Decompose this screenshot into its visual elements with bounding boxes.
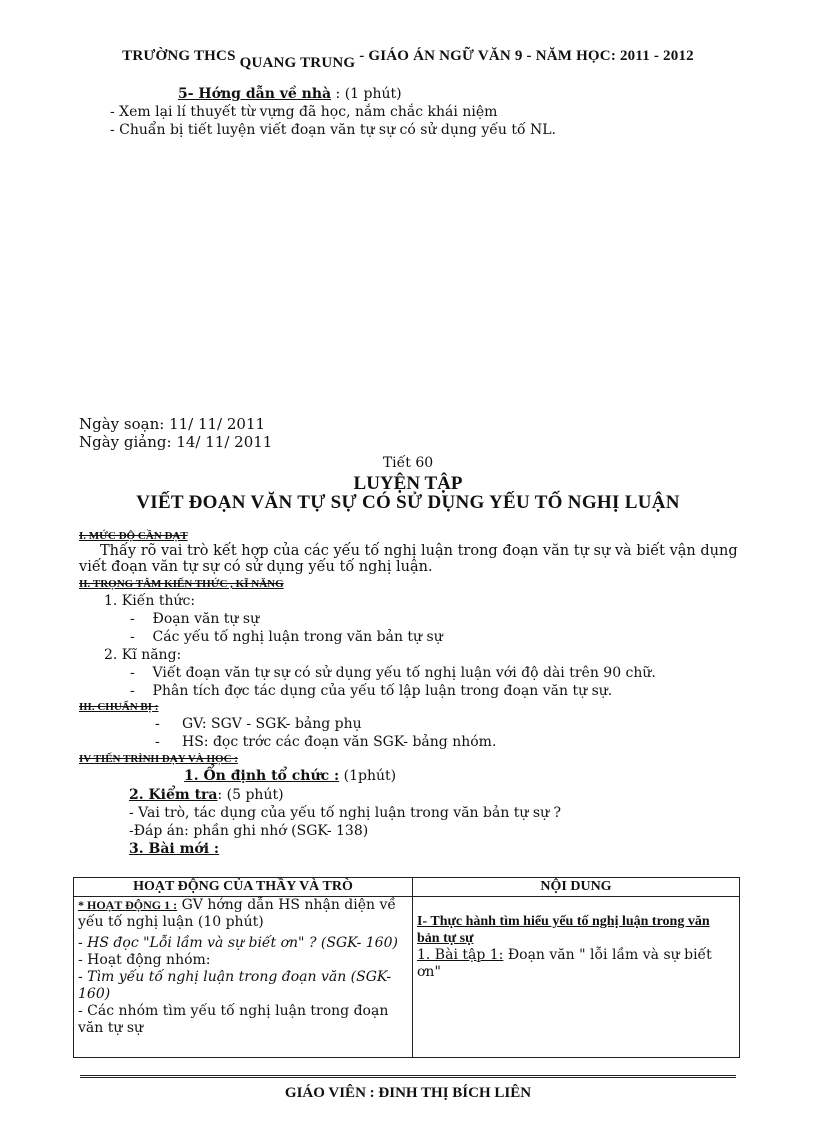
exercise-1-desc: Đoạn văn " lỗi lầm và sự biết ơn" bbox=[417, 947, 712, 980]
teach-date: Ngày giảng: 14/ 11/ 2011 bbox=[79, 433, 273, 451]
knowledge-label: 1. Kiến thức: bbox=[104, 593, 196, 609]
homework-duration: : (1 phút) bbox=[331, 86, 402, 102]
activity-1-desc: GV hớng dẫn HS nhận diện về yếu tố nghị luận (10 phút) bbox=[78, 897, 397, 930]
step-2-time: : (5 phút) bbox=[217, 787, 284, 803]
activity-groups: - Các nhóm tìm yếu tố nghị luận trong đoạn văn tự sự bbox=[78, 1003, 389, 1036]
header-school: TRƯỜNG THCS bbox=[122, 48, 236, 64]
activity-1-label: * HOẠT ĐỘNG 1 : bbox=[78, 898, 178, 912]
lesson-title: LUYỆN TẬP bbox=[353, 473, 463, 494]
section-3-heading: III. CHUẨN BỊ : bbox=[79, 701, 159, 713]
homework-heading: 5- Hớng dẫn về nhà bbox=[178, 86, 332, 102]
section-1-heading: I. MỨC ĐỘ CẦN ĐẠT bbox=[79, 530, 188, 542]
header-school-name: QUANG TRUNG bbox=[239, 55, 356, 71]
knowledge-item: - Các yếu tố nghị luận trong văn bản tự sự bbox=[130, 629, 443, 645]
section-1-line2: viết đoạn văn tự sự có sử dụng yếu tố nghị luận. bbox=[79, 559, 433, 575]
footer-divider bbox=[80, 1075, 736, 1078]
activity-read: - HS đọc "Lỗi lầm và sự biết ơn" ? (SGK- 160) bbox=[78, 935, 398, 951]
prep-date: Ngày soạn: 11/ 11/ 2011 bbox=[79, 415, 266, 433]
homework-heading-line bbox=[178, 86, 402, 103]
step-1-label: 1. Ổn định tổ chức : bbox=[184, 768, 340, 784]
content-cell bbox=[413, 897, 740, 1058]
skill-item: - Phân tích đợc tác dụng của yếu tố lập luận trong đoạn văn tự sự. bbox=[130, 683, 613, 699]
footer-teacher: GIÁO VIÊN : ĐINH THỊ BÍCH LIÊN bbox=[284, 1085, 532, 1101]
step-1 bbox=[184, 768, 396, 785]
section-4-heading: IV TIẾN TRÌNH DẠY VÀ HỌC : bbox=[79, 753, 238, 765]
column-header-activities: HOẠT ĐỘNG CỦA THẦY VÀ TRÒ bbox=[74, 878, 413, 897]
prep-item-text: GV: SGV - SGK- bảng phụ bbox=[181, 716, 362, 732]
step-2 bbox=[129, 787, 284, 804]
column-header-content: NỘI DUNG bbox=[413, 878, 740, 897]
activity-group: - Hoạt động nhóm: bbox=[78, 952, 211, 968]
exercise-1 bbox=[417, 947, 735, 981]
activity-find: - Tìm yếu tố nghị luận trong đoạn văn (SGK- 160) bbox=[78, 969, 392, 1002]
check-answer: -Đáp án: phần ghi nhớ (SGK- 138) bbox=[129, 823, 369, 839]
skill-label: 2. Kĩ năng: bbox=[104, 647, 182, 663]
lesson-subtitle: VIẾT ĐOẠN VĂN TỰ SỰ CÓ SỬ DỤNG YẾU TỐ NGHỊ LUẬN bbox=[136, 492, 680, 513]
activities-cell bbox=[74, 897, 413, 1058]
activity-table bbox=[73, 877, 740, 1058]
skill-item-text: Viết đoạn văn tự sự có sử dụng yếu tố nghị luận với độ dài trên 90 chữ. bbox=[152, 665, 656, 681]
step-3-label: 3. Bài mới : bbox=[129, 841, 220, 857]
lesson-period: Tiết 60 bbox=[382, 455, 434, 471]
skill-item: - Viết đoạn văn tự sự có sử dụng yếu tố nghị luận với độ dài trên 90 chữ. bbox=[130, 665, 656, 681]
prep-item: - GV: SGV - SGK- bảng phụ bbox=[155, 716, 362, 732]
header-rest: - GIÁO ÁN NGỮ VĂN 9 - NĂM HỌC: 2011 - 2012 bbox=[359, 48, 694, 64]
prep-item: - HS: đọc trớc các đoạn văn SGK- bảng nhóm. bbox=[155, 734, 497, 750]
knowledge-item-text: Các yếu tố nghị luận trong văn bản tự sự bbox=[152, 629, 443, 645]
knowledge-item: - Đoạn văn tự sự bbox=[130, 611, 260, 627]
activity-1 bbox=[78, 897, 408, 931]
homework-item: - Chuẩn bị tiết luyện viết đoạn văn tự sự có sử dụng yếu tố NL. bbox=[110, 122, 556, 138]
section-1-line1: Thấy rõ vai trò kết hợp của các yếu tố nghị luận trong đoạn văn tự sự và biết vận dụng bbox=[100, 543, 738, 559]
step-2-label: 2. Kiểm tra bbox=[129, 787, 218, 803]
section-2-heading: II. TRỌNG TÂM KIẾN THỨC , KĨ NĂNG bbox=[79, 578, 284, 590]
step-1-time: (1phút) bbox=[339, 768, 397, 784]
skill-item-text: Phân tích đợc tác dụng của yếu tố lập luận trong đoạn văn tự sự. bbox=[152, 683, 613, 699]
knowledge-item-text: Đoạn văn tự sự bbox=[152, 611, 260, 627]
page-header bbox=[0, 48, 816, 71]
prep-item-text: HS: đọc trớc các đoạn văn SGK- bảng nhóm. bbox=[181, 734, 497, 750]
exercise-1-label: 1. Bài tập 1: bbox=[417, 947, 504, 963]
check-question: - Vai trò, tác dụng của yếu tố nghị luận trong văn bản tự sự ? bbox=[129, 805, 562, 821]
content-heading: I- Thực hành tìm hiểu yếu tố nghị luận trong văn bản tự sự bbox=[417, 914, 710, 946]
homework-item: - Xem lại lí thuyết từ vựng đã học, nắm chắc khái niệm bbox=[110, 104, 498, 120]
